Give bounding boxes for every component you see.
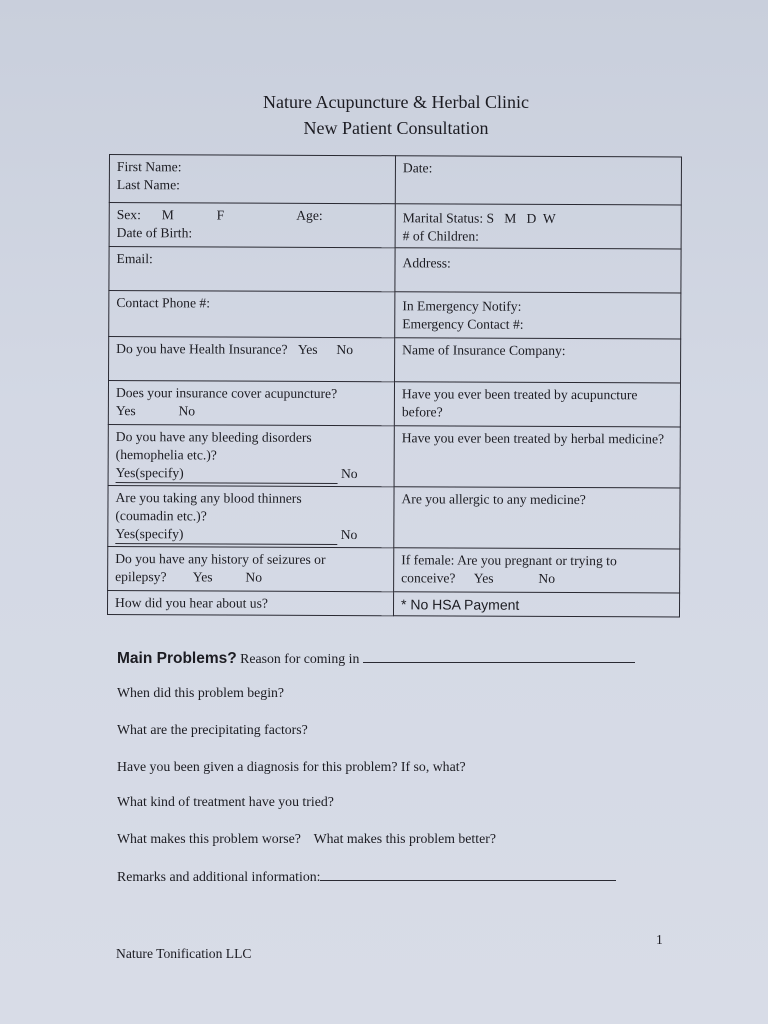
pregnant-yes[interactable]: Yes xyxy=(473,570,494,586)
reason-input-line[interactable] xyxy=(363,648,635,663)
insurance-company-label: Name of Insurance Company: xyxy=(402,342,566,358)
blood-thinners-yes-label: Yes(specify) xyxy=(115,526,184,542)
pregnant-label-2: conceive? xyxy=(401,570,456,586)
main-problems-heading: Main Problems? xyxy=(117,650,237,667)
insurance-cover-yes[interactable]: Yes xyxy=(115,403,136,419)
remarks-row xyxy=(117,866,616,886)
health-insurance-cell[interactable] xyxy=(109,337,395,382)
last-name-label: Last Name: xyxy=(116,177,180,193)
allergy-cell[interactable] xyxy=(394,487,680,549)
remarks-label: Remarks and additional information: xyxy=(117,869,321,884)
emergency-notify-label: In Emergency Notify: xyxy=(402,298,522,314)
bleeding-yes-label: Yes(specify) xyxy=(115,465,184,481)
bleeding-cell[interactable] xyxy=(108,424,394,486)
seizure-no[interactable]: No xyxy=(245,569,263,585)
phone-cell[interactable] xyxy=(109,291,395,338)
clinic-name: Nature Acupuncture & Herbal Clinic xyxy=(263,92,529,112)
email-cell[interactable] xyxy=(109,247,395,292)
seizure-cell[interactable] xyxy=(108,546,394,591)
insurance-cover-label: Does your insurance cover acupuncture? xyxy=(115,385,338,401)
phone-label: Contact Phone #: xyxy=(116,295,211,311)
dob-label: Date of Birth: xyxy=(116,225,193,241)
bleeding-label-1: Do you have any bleeding disorders xyxy=(115,429,312,445)
blood-thinners-cell[interactable] xyxy=(108,485,394,547)
address-label: Address: xyxy=(402,255,451,271)
pregnant-no[interactable]: No xyxy=(538,570,556,586)
question-precipitating: What are the precipitating factors? xyxy=(117,722,308,737)
health-insurance-label: Do you have Health Insurance? xyxy=(116,341,288,357)
first-name-label: First Name: xyxy=(116,159,182,175)
marital-cell[interactable] xyxy=(395,204,681,249)
question-worse: What makes this problem worse? xyxy=(117,831,301,846)
health-insurance-yes[interactable]: Yes xyxy=(297,341,318,357)
blood-thinners-label-1: Are you taking any blood thinners xyxy=(115,490,302,506)
date-label: Date: xyxy=(402,160,433,176)
bleeding-yes-specify[interactable] xyxy=(116,464,338,484)
marital-status-label: Marital Status: S M D W xyxy=(402,210,556,226)
children-label: # of Children: xyxy=(402,228,479,244)
blood-thinners-yes-specify[interactable] xyxy=(115,525,337,545)
emergency-cell[interactable] xyxy=(395,292,681,339)
insurance-cover-cell[interactable] xyxy=(108,381,394,426)
hear-about-label: How did you hear about us? xyxy=(115,595,268,611)
acupuncture-before-label: Have you ever been treated by acupuncture before? xyxy=(401,386,638,420)
email-label: Email: xyxy=(116,251,153,267)
footer-company: Nature Tonification LLC xyxy=(116,946,252,961)
question-begin: When did this problem begin? xyxy=(117,685,285,700)
seizure-label-1: Do you have any history of seizures or xyxy=(115,551,326,567)
acupuncture-before-cell[interactable] xyxy=(394,382,680,427)
health-insurance-no[interactable]: No xyxy=(336,341,354,358)
hear-about-cell[interactable] xyxy=(107,590,393,615)
blood-thinners-label-2: (coumadin etc.)? xyxy=(115,508,207,524)
insurance-company-cell[interactable] xyxy=(395,338,681,383)
address-cell[interactable] xyxy=(395,248,681,293)
page-number: 1 xyxy=(656,932,663,947)
herbal-before-label: Have you ever been treated by herbal medicine? xyxy=(401,430,665,447)
sex-label: Sex: xyxy=(116,207,141,223)
emergency-contact-label: Emergency Contact #: xyxy=(402,316,524,332)
hsa-note-cell xyxy=(393,592,679,617)
blood-thinners-no[interactable]: No xyxy=(340,527,358,543)
sex-option-m[interactable]: M xyxy=(161,207,174,223)
seizure-label-2: epilepsy? xyxy=(115,569,167,585)
remarks-input-line[interactable] xyxy=(320,866,616,881)
sex-option-f[interactable]: F xyxy=(216,207,225,223)
seizure-yes[interactable]: Yes xyxy=(192,569,213,585)
question-worse-better-row xyxy=(117,830,496,848)
name-cell[interactable] xyxy=(109,155,395,204)
insurance-cover-no[interactable]: No xyxy=(178,403,196,419)
bleeding-label-2: (hemophelia etc.)? xyxy=(115,447,217,463)
pregnant-cell[interactable] xyxy=(394,548,680,593)
age-label: Age: xyxy=(296,207,323,223)
bleeding-no[interactable]: No xyxy=(340,466,358,482)
reason-label: Reason for coming in xyxy=(240,651,360,666)
question-better: What makes this problem better? xyxy=(313,831,496,846)
allergy-label: Are you allergic to any medicine? xyxy=(401,491,586,508)
sex-age-cell[interactable] xyxy=(109,203,395,248)
patient-info-table xyxy=(107,154,682,617)
pregnant-label-1: If female: Are you pregnant or trying to xyxy=(401,552,617,569)
herbal-before-cell[interactable] xyxy=(394,426,680,488)
hsa-note: * No HSA Payment xyxy=(401,596,520,613)
question-treatment: What kind of treatment have you tried? xyxy=(117,794,334,809)
question-diagnosis: Have you been given a diagnosis for this problem? If so, what? xyxy=(117,759,466,774)
form-title: New Patient Consultation xyxy=(303,118,489,138)
date-cell[interactable] xyxy=(395,156,681,205)
main-problems-row xyxy=(117,648,635,668)
